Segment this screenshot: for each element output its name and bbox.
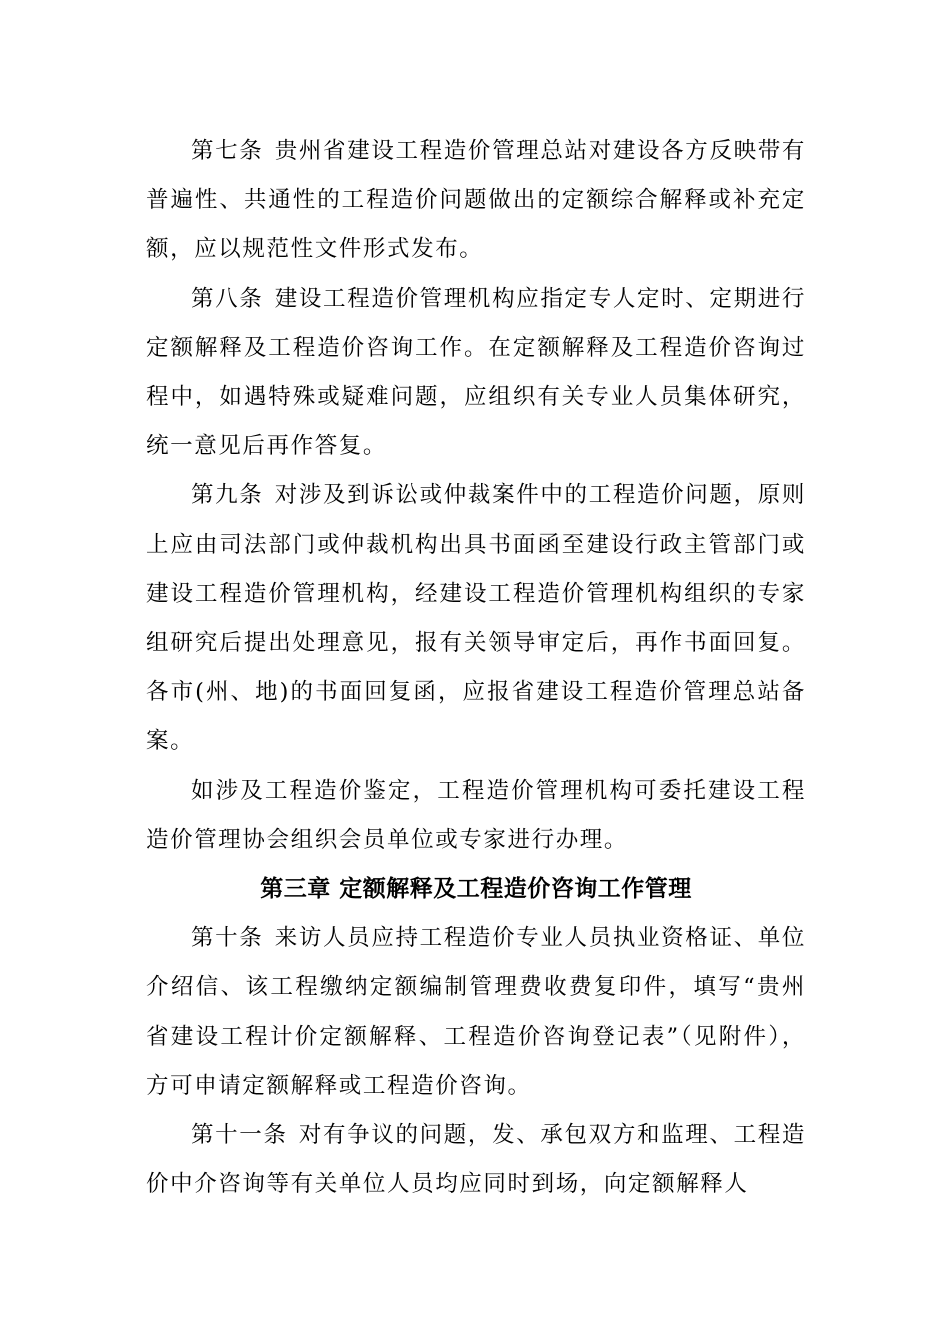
article-7-text: 贵州省建设工程造价管理总站对建设各方反映带有普遍性、共通性的工程造价问题做出的定额综合解释或补充定额，应以规范性文件形式发布。 <box>146 138 806 263</box>
article-9-supplement-text: 如涉及工程造价鉴定，工程造价管理机构可委托建设工程造价管理协会组织会员单位或专家进行办理。 <box>146 777 806 853</box>
article-11-text: 对有争议的问题，发、承包双方和监理、工程造价中介咨询等有关单位人员均应同时到场，向定额解释人 <box>146 1122 806 1198</box>
article-9-text: 对涉及到诉讼或仲裁案件中的工程造价问题，原则上应由司法部门或仲裁机构出具书面函至建设行政主管部门或建设工程造价管理机构，经建设工程造价管理机构组织的专家组研究后提出处理意见，报有关领导审定后，再作书面回复。各市(州、地)的书面回复函，应报省建设工程造价管理总站备案。 <box>146 482 806 755</box>
article-8-text: 建设工程造价管理机构应指定专人定时、定期进行定额解释及工程造价咨询工作。在定额解释及工程造价咨询过程中，如遇特殊或疑难问题，应组织有关专业人员集体研究，统一意见后再作答复。 <box>146 285 806 460</box>
article-8 <box>146 275 806 472</box>
article-11-label: 第十一条 <box>191 1122 288 1149</box>
article-10-text: 来访人员应持工程造价专业人员执业资格证、单位介绍信、该工程缴纳定额编制管理费收费复印件，填写“贵州省建设工程计价定额解释、工程造价咨询登记表”（见附件），方可申请定额解释或工程造价咨询。 <box>146 925 806 1099</box>
document-page <box>146 127 806 1209</box>
article-8-label: 第八条 <box>191 285 264 312</box>
article-9 <box>146 471 806 766</box>
article-10 <box>146 914 806 1111</box>
article-7-label: 第七条 <box>191 138 264 164</box>
chapter-3-heading: 第三章 定额解释及工程造价咨询工作管理 <box>260 876 692 903</box>
article-9-label: 第九条 <box>191 482 264 509</box>
article-11 <box>146 1111 806 1209</box>
article-7 <box>146 127 806 275</box>
article-9-supplement <box>146 767 806 865</box>
article-10-label: 第十条 <box>191 925 264 952</box>
